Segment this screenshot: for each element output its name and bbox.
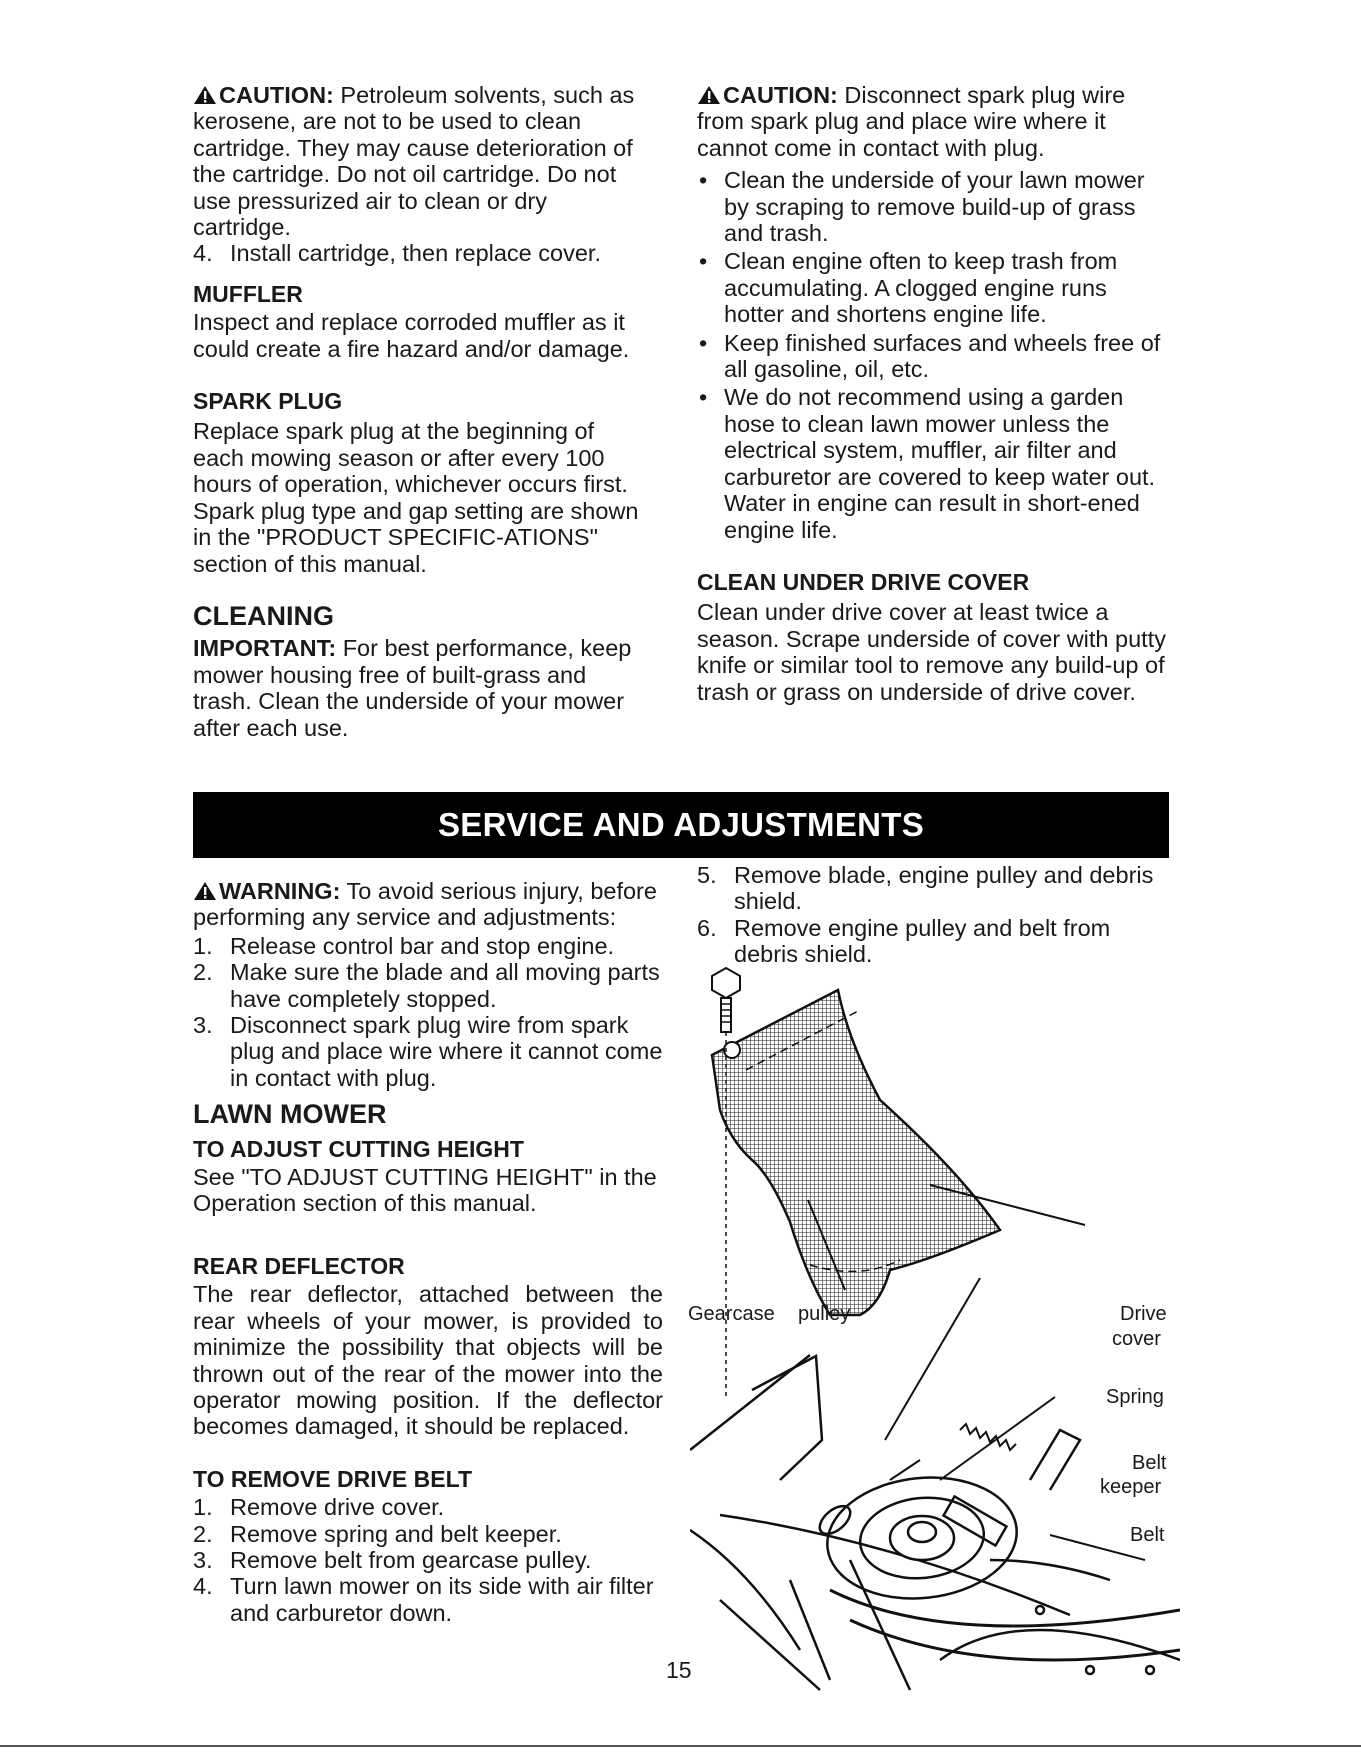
- caution-label: CAUTION:: [219, 82, 334, 108]
- pulley-label: pulley: [798, 1303, 851, 1325]
- safety-steps: [193, 933, 663, 1091]
- cut-height-heading: TO ADJUST CUTTING HEIGHT: [193, 1135, 524, 1162]
- section-banner: SERVICE AND ADJUSTMENTS: [193, 792, 1169, 858]
- cover-label: cover: [1112, 1328, 1161, 1350]
- list-item: 6. Remove engine pulley and belt from debris shield.: [697, 914, 1111, 968]
- important-paragraph: [193, 635, 649, 741]
- list-item: 3. Remove belt from gearcase pulley.: [193, 1546, 592, 1573]
- belt-keeper-label-2: keeper: [1100, 1476, 1162, 1498]
- muffler-heading: MUFFLER: [193, 280, 303, 307]
- top-right-column: [697, 82, 1167, 705]
- list-item: 1. Remove drive cover.: [193, 1494, 445, 1521]
- warning-triangle-icon: [193, 85, 217, 105]
- removal-steps: [697, 862, 1167, 968]
- list-item: 5. Remove blade, engine pulley and debris shield.: [697, 862, 1154, 915]
- warning-label: WARNING:: [219, 878, 341, 904]
- page-divider: [0, 1745, 1361, 1747]
- rear-deflector-heading: REAR DEFLECTOR: [193, 1252, 405, 1279]
- list-item: • Clean the underside of your lawn mower by scraping to remove build-up of grass and trash.: [699, 167, 1145, 247]
- drive-belt-diagram: [690, 960, 1180, 1700]
- drive-cover-heading: CLEAN UNDER DRIVE COVER: [697, 568, 1030, 595]
- list-item: • We do not recommend using a garden hose to clean lawn mower unless the electrical system, muffler, air filter and carburetor are covered to keep water out. Water in engine can result in short-ened engine life.: [699, 384, 1156, 543]
- caution-text: Disconnect spark plug wire from spark plug and place wire where it cannot come in contact with plug.: [697, 82, 1126, 161]
- belt-label: Belt: [1130, 1524, 1165, 1546]
- install-step: [193, 240, 649, 266]
- list-item: 1. Release control bar and stop engine.: [193, 932, 615, 959]
- step-text: Install cartridge, then replace cover.: [230, 240, 601, 267]
- warning-triangle-icon: [193, 881, 217, 901]
- lawn-mower-heading: LAWN MOWER: [193, 1099, 387, 1130]
- list-item: 2. Remove spring and belt keeper.: [193, 1520, 562, 1547]
- bolt-icon: [712, 968, 740, 1032]
- remove-belt-steps: [193, 1494, 663, 1626]
- cut-height-text: See "TO ADJUST CUTTING HEIGHT" in the Operation section of this manual.: [193, 1164, 657, 1217]
- muffler-text: Inspect and replace corroded muffler as it could create a fire hazard and/or damage.: [193, 309, 630, 362]
- cleaning-heading: CLEANING: [193, 600, 334, 631]
- list-item: 4. Turn lawn mower on its side with air filter and carburetor down.: [193, 1573, 654, 1626]
- drive-cover-text: Clean under drive cover at least twice a season. Scrape underside of cover with putty knife or similar tool to remove any build-up of trash or grass on underside of drive cover.: [697, 599, 1166, 705]
- list-item: • Clean engine often to keep trash from accumulating. A clogged engine runs hotter and shortens engine life.: [699, 248, 1118, 328]
- belt-keeper-label-1: Belt: [1132, 1452, 1167, 1474]
- warning-text: To avoid serious injury, before performing any service and adjustments:: [193, 878, 657, 931]
- spring-label: Spring: [1106, 1386, 1164, 1408]
- bottom-left-column: [193, 878, 663, 1626]
- spring-leader: [885, 1278, 980, 1440]
- gearcase-label: Gearcase: [688, 1303, 775, 1325]
- bottom-right-column: [697, 862, 1167, 968]
- page-number: 15: [666, 1657, 692, 1683]
- cleaning-bullets: [697, 167, 1167, 543]
- caution-paragraph: [697, 82, 1167, 161]
- remove-belt-heading: TO REMOVE DRIVE BELT: [193, 1465, 473, 1492]
- warning-paragraph: [193, 878, 663, 931]
- drive-cover-shape: [712, 990, 1000, 1315]
- top-left-column: [193, 82, 649, 741]
- list-item: • Keep finished surfaces and wheels free of all gasoline, oil, etc.: [699, 329, 1161, 383]
- caution-paragraph: [193, 82, 649, 240]
- spark-plug-text: Replace spark plug at the beginning of each mowing season or after every 100 hours of operation, whichever occurs first. Spark plug type and gap setting are shown in the "PRODUCT SPECIFIC-ATIONS" section of this manual.: [193, 418, 639, 577]
- caution-label: CAUTION:: [723, 82, 838, 108]
- rear-deflector-text: The rear deflector, attached between the rear wheels of your mower, is provided to minimize the possibility that objects will be thrown out of the rear of the mower into the operator mowing position. If the deflector becomes damaged, it should be replaced.: [193, 1281, 663, 1440]
- caution-text: Petroleum solvents, such as kerosene, are not to be used to clean cartridge. They may cause deterioration of the cartridge. Do not oil cartridge. Do not use pressurized air to clean or dry cartridge.: [193, 82, 635, 241]
- spark-plug-heading: SPARK PLUG: [193, 388, 343, 415]
- important-text: For best performance, keep mower housing free of built-grass and trash. Clean the underside of your mower after each use.: [193, 635, 632, 741]
- drive-label: Drive: [1120, 1303, 1167, 1325]
- list-item: 3. Disconnect spark plug wire from spark plug and place wire where it cannot come in contact with plug.: [193, 1012, 663, 1091]
- step-number: 4.: [193, 240, 213, 267]
- important-label: IMPORTANT:: [193, 635, 337, 662]
- warning-triangle-icon: [697, 85, 721, 105]
- list-item: 2. Make sure the blade and all moving parts have completely stopped.: [193, 959, 660, 1012]
